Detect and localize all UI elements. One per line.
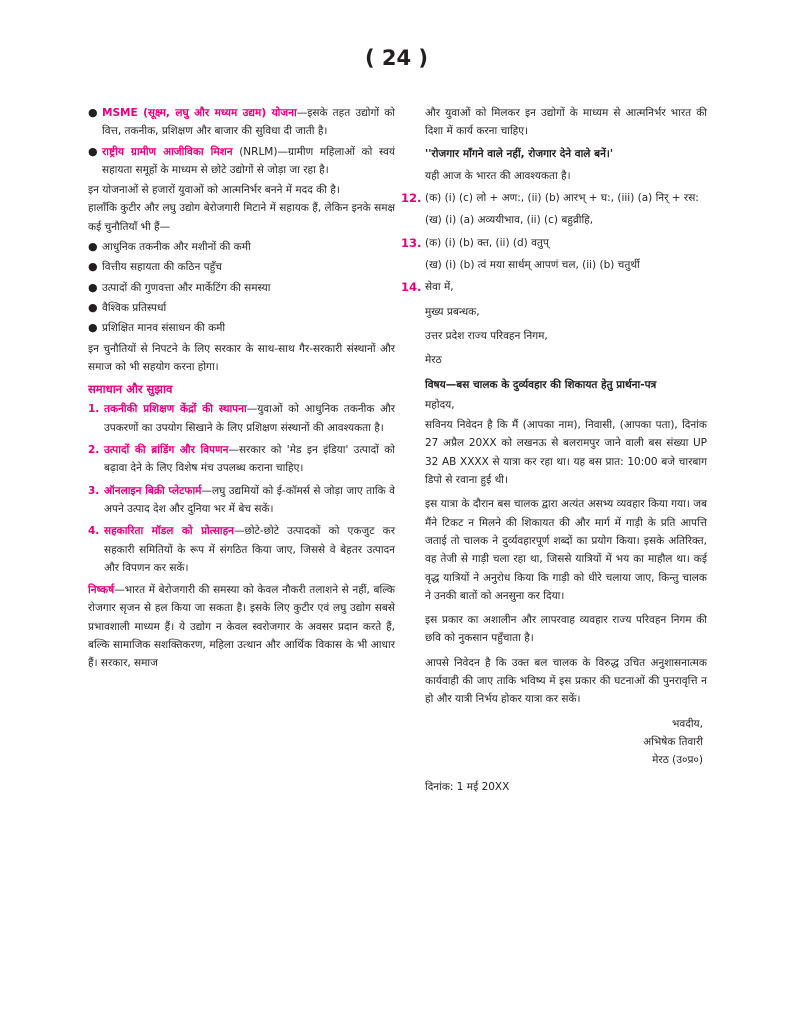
item-title: सहकारिता मॉडल को प्रोत्साहन [104,525,234,538]
list-item: ● आधुनिक तकनीक और मशीनों की कमी [88,238,395,256]
conclusion-text: —भारत में बेरोजगारी की समस्या को केवल नौकरी तलाशने से नहीं, बल्कि रोजगार सृजन से हल किया जा सकता है। इसके लिए कुटीर एवं लघु उद्योग सबसे प्रभावशाली माध्यम हैं। ये उद्योग न केवल स्वरोजगार के अवसर प्रदान करते हैं, बल्कि सामाजिक सशक्तिकरण, महिला उत्थान और आर्थिक विकास के भी आधार हैं। सरकार, समाज [88,584,395,670]
address-line: मेरठ [425,354,442,367]
list-item [88,143,395,180]
scheme-title: राष्ट्रीय ग्रामीण आजीविका मिशन [102,145,233,158]
item-number: 2. [88,444,100,457]
bullet-icon: ● [88,321,98,335]
scheme-text: —इसके तहत उद्योगों को वित्त, तकनीक, प्रशिक्षण और बाजार की सुविधा दी जाती है। [102,107,395,138]
bullet-icon: ● [88,260,98,274]
letter-date: दिनांक: 1 मई 20XX [425,780,510,793]
list-item: ● वित्तीय सहायता की कठिन पहुँच [88,258,395,276]
signatory-name: अभिषेक तिवारी [643,735,703,748]
answer-12: 12. (क) (i) (c) लो + अण:, (ii) (b) आरभ् + घ:, (iii) (a) निर् + रस: [401,189,707,207]
item-title: तकनीकी प्रशिक्षण केंद्रों की स्थापना [104,403,247,416]
list-item: ● वैश्विक प्रतिस्पर्धा [88,299,395,317]
bullet-icon: ● [88,300,98,314]
list-item [88,441,395,478]
item-text: —छोटे-छोटे उत्पादकों को एकजुट कर सहकारी समितियों के रूप में संगठित किया जाए, जिससे वे बेहतर उत्पादन और विपणन कर सकें। [104,525,396,574]
address-line: मुख्य प्रबन्धक, [425,305,480,318]
list-item [88,522,395,577]
bullet-icon: ● [88,280,98,294]
letter-subject: विषय—बस चालक के दुर्व्यवहार की शिकायत हेतु प्रार्थना-पत्र [425,378,657,391]
list-item [88,104,395,141]
answer-13: 13. (क) (i) (b) क्त, (ii) (d) वतुप् [401,234,707,252]
item-number: 4. [88,525,100,538]
signatory-place: मेरठ (उ०प्र०) [652,754,703,767]
letter-paragraph: इस प्रकार का अशालीन और लापरवाह व्यवहार राज्य परिवहन निगम की छवि को नुकसान पहुँचाता है। [425,614,707,645]
item-text: —लघु उद्यमियों को ई-कॉमर्स से जोड़ा जाए ताकि वे अपने उत्पाद देश और दुनिया भर में बेच सकें। [104,484,395,515]
list-item [88,482,395,519]
item-title: उत्पादों की ब्रांडिंग और विपणन [104,444,229,457]
item-text: —सरकार को 'मेड इन इंडिया' उत्पादों को बढ़ावा देने के लिए विशेष मंच उपलब्ध कराना चाहिए। [104,444,395,475]
paragraph: हालाँकि कुटीर और लघु उद्योग बेरोजगारी मिटाने में सहायक हैं, लेकिन इनके समक्ष कई चुनौतियाँ भी हैं— [88,202,395,233]
paragraph: इन चुनौतियों से निपटने के लिए सरकार के साथ-साथ गैर-सरकारी संस्थानों और समाज को भी सहयोग करना होगा। [88,342,395,373]
letter-paragraph: सविनय निवेदन है कि मैं (आपका नाम), निवासी, (आपका पता), दिनांक 27 अप्रैल 20XX को लखनऊ से बलरामपुर जाने वाली बस संख्या UP 32 AB XXXX से यात्रा कर रहा था। यह बस प्रात: 10:00 बजे चारबाग डिपो से रवाना हुई थी। [425,419,707,487]
question-number: 13. [401,235,422,250]
list-item [88,400,395,437]
item-number: 3. [88,484,100,497]
conclusion-label: निष्कर्ष [88,584,115,597]
quote: ''रोजगार माँगने वाले नहीं, रोजगार देने वाले बनें।' [425,147,614,160]
item-text: —युवाओं को आधुनिक तकनीक और उपकरणों का उपयोग सिखाने के लिए प्रशिक्षण संस्थानों की आवश्यकता है। [104,403,395,434]
answer-line: (ख) (i) (a) अव्ययीभाव, (ii) (c) बहुव्रीहि, [425,214,594,227]
page-number: ( 24 ) [364,46,429,70]
item-title: ऑनलाइन बिक्री प्लेटफार्म [104,484,202,497]
address-line: उत्तर प्रदेश राज्य परिवहन निगम, [425,329,548,342]
letter-paragraph: इस यात्रा के दौरान बस चालक द्वारा अत्यंत असभ्य व्यवहार किया गया। जब मैंने टिकट न मिलने की शिकायत की और मार्ग में गाड़ी के प्रति आपत्ति जताई तो चालक ने दुर्व्यवहारपूर्ण शब्दों का प्रयोग किया। इसके अतिरिक्त, वह तेजी से गाड़ी चला रहा था, जिससे यात्रियों में भय का माहौल था। कई वृद्ध यात्रियों ने अनुरोध किया कि गाड़ी को धीरे चलाया जाए, किन्तु चालक ने उनकी बातों को अनसुना कर दिया। [425,498,707,602]
bullet-icon: ● [88,106,98,119]
item-number: 1. [88,403,100,416]
salutation: महोदय, [425,398,455,411]
bullet-icon: ● [88,240,98,254]
answer-line: (ख) (i) (b) त्वं मया सार्धम् आपणं चल, (ii) (b) चतुर्थी [425,259,640,272]
paragraph: इन योजनाओं से हजारों युवाओं को आत्मनिर्भर बनने में मदद की है। [88,184,340,197]
right-column [401,104,707,796]
section-heading: समाधान और सुझाव [88,382,173,397]
paragraph: और युवाओं को मिलकर इन उद्योगों के माध्यम से आत्मनिर्भर भारत की दिशा में कार्य करना चाहिए। [425,107,707,138]
list-item: ● प्रशिक्षित मानव संसाधन की कमी [88,319,395,337]
scheme-text: (NRLM)—ग्रामीण महिलाओं को स्वयं सहायता समूहों के माध्यम से छोटे उद्योगों से जोड़ा जा रहा है। [102,145,396,176]
answer-14: 14. सेवा में, [401,278,707,296]
left-column [88,104,395,673]
conclusion [88,581,395,672]
question-number: 14. [401,280,422,295]
letter-paragraph: आपसे निवेदन है कि उक्त बल चालक के विरुद्ध उचित अनुशासनात्मक कार्यवाही की जाए ताकि भविष्य में इस प्रकार की घटनाओं की पुनरावृत्ति न हो और यात्री निर्भय होकर यात्रा कर सकें। [425,656,707,706]
bullet-icon: ● [88,144,98,158]
question-number: 12. [401,191,422,206]
scheme-title: MSME (सूक्ष्म, लघु और मध्यम उद्यम) योजना [102,107,297,119]
list-item: ● उत्पादों की गुणवत्ता और मार्केटिंग की समस्या [88,279,395,297]
closing: भवदीय, [672,717,703,730]
paragraph: यही आज के भारत की आवश्यकता है। [425,169,571,182]
